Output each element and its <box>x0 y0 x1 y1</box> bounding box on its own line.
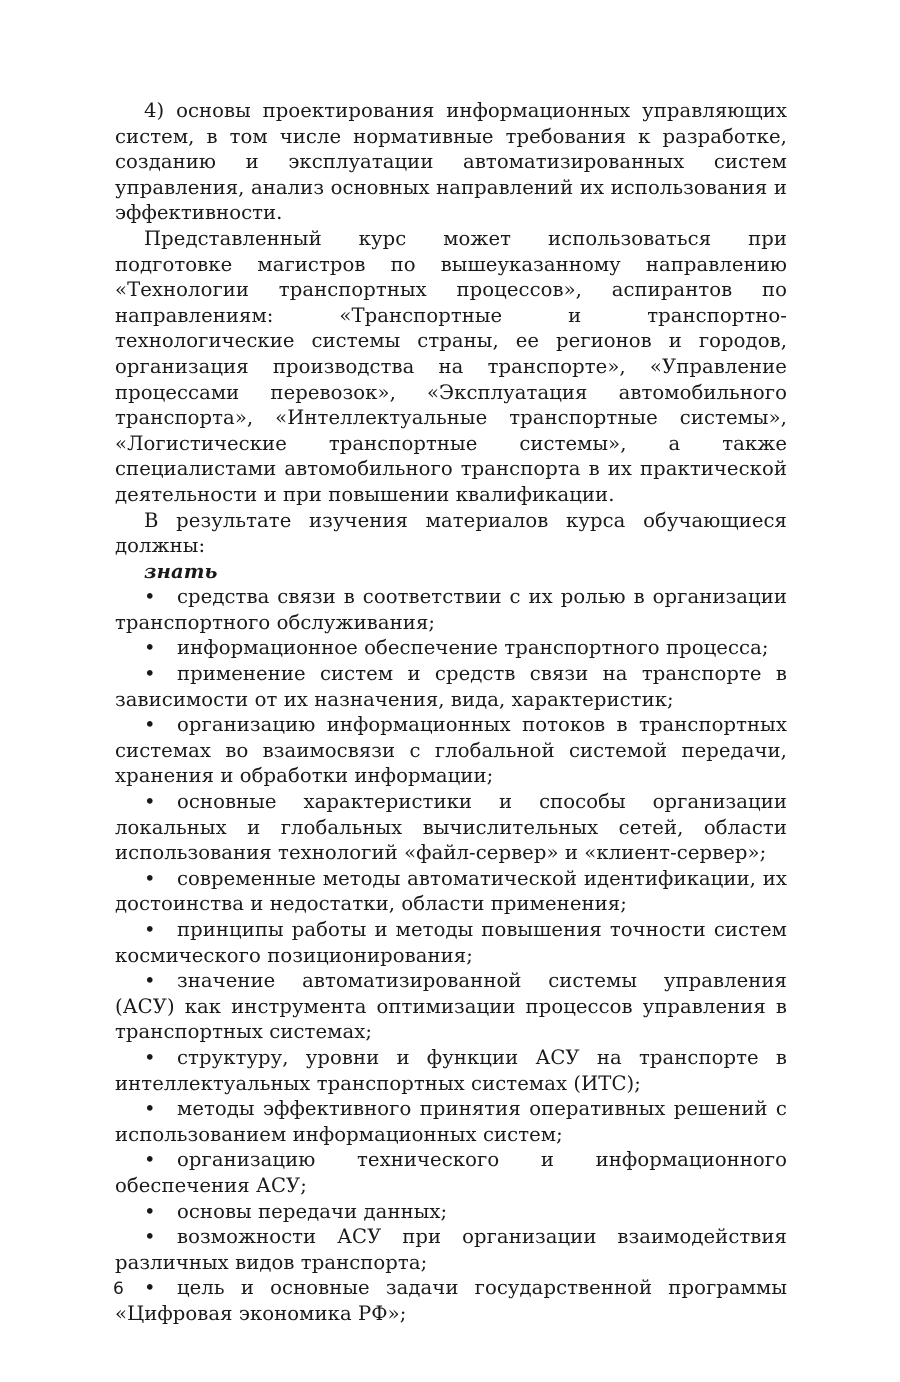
list-item <box>115 968 787 1045</box>
list-item <box>115 1147 787 1198</box>
list-item-text: цель и основные задачи государственной программы «Цифровая экономика РФ»; <box>115 1276 787 1325</box>
bullet-icon: • <box>144 713 156 737</box>
bullet-icon: • <box>144 636 156 660</box>
list-item-text: принципы работы и методы повышения точности систем космического позиционирования; <box>115 918 787 967</box>
body-text <box>115 98 787 1327</box>
list-item-text: основные характеристики и способы организации локальных и глобальных вычислительных сетей, области использования технологий «файл-сервер» и «клиент-сервер»; <box>115 790 787 865</box>
know-heading: знать <box>144 559 218 583</box>
list-item <box>115 917 787 968</box>
list-item <box>115 789 787 866</box>
list-item-text: возможности АСУ при организации взаимодействия различных видов транспорта; <box>115 1225 787 1274</box>
list-item <box>115 1045 787 1096</box>
bullet-icon: • <box>144 918 156 941</box>
bullet-icon: • <box>144 1276 156 1300</box>
list-item <box>115 712 787 789</box>
paragraph-learning-outcomes: В результате изучения материалов курса обучающиеся должны: <box>115 508 787 558</box>
list-item-text: средства связи в соответствии с их ролью в организации транспортного обслуживания; <box>115 585 787 634</box>
list-item-text: организацию технического и информационного обеспечения АСУ; <box>115 1148 787 1197</box>
bullet-icon: • <box>144 969 156 993</box>
bullet-icon: • <box>144 1225 156 1249</box>
bullet-icon: • <box>144 1097 156 1121</box>
list-item-text: методы эффективного принятия оперативных решений с использованием информационных систем; <box>115 1097 787 1146</box>
list-item-text: структуру, уровни и функции АСУ на транспорте в интеллектуальных транспортных системах (ИТС); <box>115 1045 787 1095</box>
list-item <box>115 661 787 712</box>
list-item-text: применение систем и средств связи на транспорте в зависимости от их назначения, вида, характеристик; <box>115 662 787 711</box>
bullet-icon: • <box>144 1199 156 1223</box>
list-item-text: организацию информационных потоков в транспортных системах во взаимосвязи с глобальной системой передачи, хранения и обработки информации; <box>115 713 787 788</box>
list-item <box>115 866 787 917</box>
list-item-text: информационное обеспечение транспортного процесса; <box>177 636 769 660</box>
bullet-icon: • <box>144 662 156 686</box>
list-item-text: современные методы автоматической идентификации, их достоинства и недостатки, области применения; <box>115 866 787 916</box>
list-item <box>115 1224 787 1275</box>
bullet-icon: • <box>144 866 156 890</box>
list-item <box>115 1275 787 1326</box>
list-item-text: значение автоматизированной системы управления (АСУ) как инструмента оптимизации процессов управления в транспортных системах; <box>115 969 787 1044</box>
list-item <box>115 1096 787 1147</box>
list-item-text: основы передачи данных; <box>177 1199 448 1223</box>
bullet-icon: • <box>144 585 156 609</box>
bullet-icon: • <box>144 1045 156 1069</box>
list-item <box>115 584 787 635</box>
paragraph-design-basics: 4) основы проектирования информационных управляющих систем, в том числе нормативные требования к разработке, созданию и эксплуатации автоматизированных систем управления, анализ основных направлений их использования и эффективности. <box>115 99 787 225</box>
list-item <box>115 635 787 661</box>
bullet-icon: • <box>144 790 156 814</box>
bullet-icon: • <box>144 1148 156 1172</box>
list-item <box>115 1199 787 1225</box>
page-number: 6 <box>113 1279 124 1299</box>
paragraph-course-audience: Представленный курс может использоваться при подготовке магистров по вышеуказанному направлению «Технологии транспортных процессов», аспирантов по направлениям: «Транспортные и транспортно-технологические системы страны, ее регионов и городов, организация производства на транспорте», «Управление процессами перевозок», «Эксплуатация автомобильного транспорта», «Интеллектуальные транспортные системы», «Логистические транспортные системы», а также специалистами автомобильного транспорта в их практической деятельности и при повышении квалификации. <box>115 226 787 506</box>
